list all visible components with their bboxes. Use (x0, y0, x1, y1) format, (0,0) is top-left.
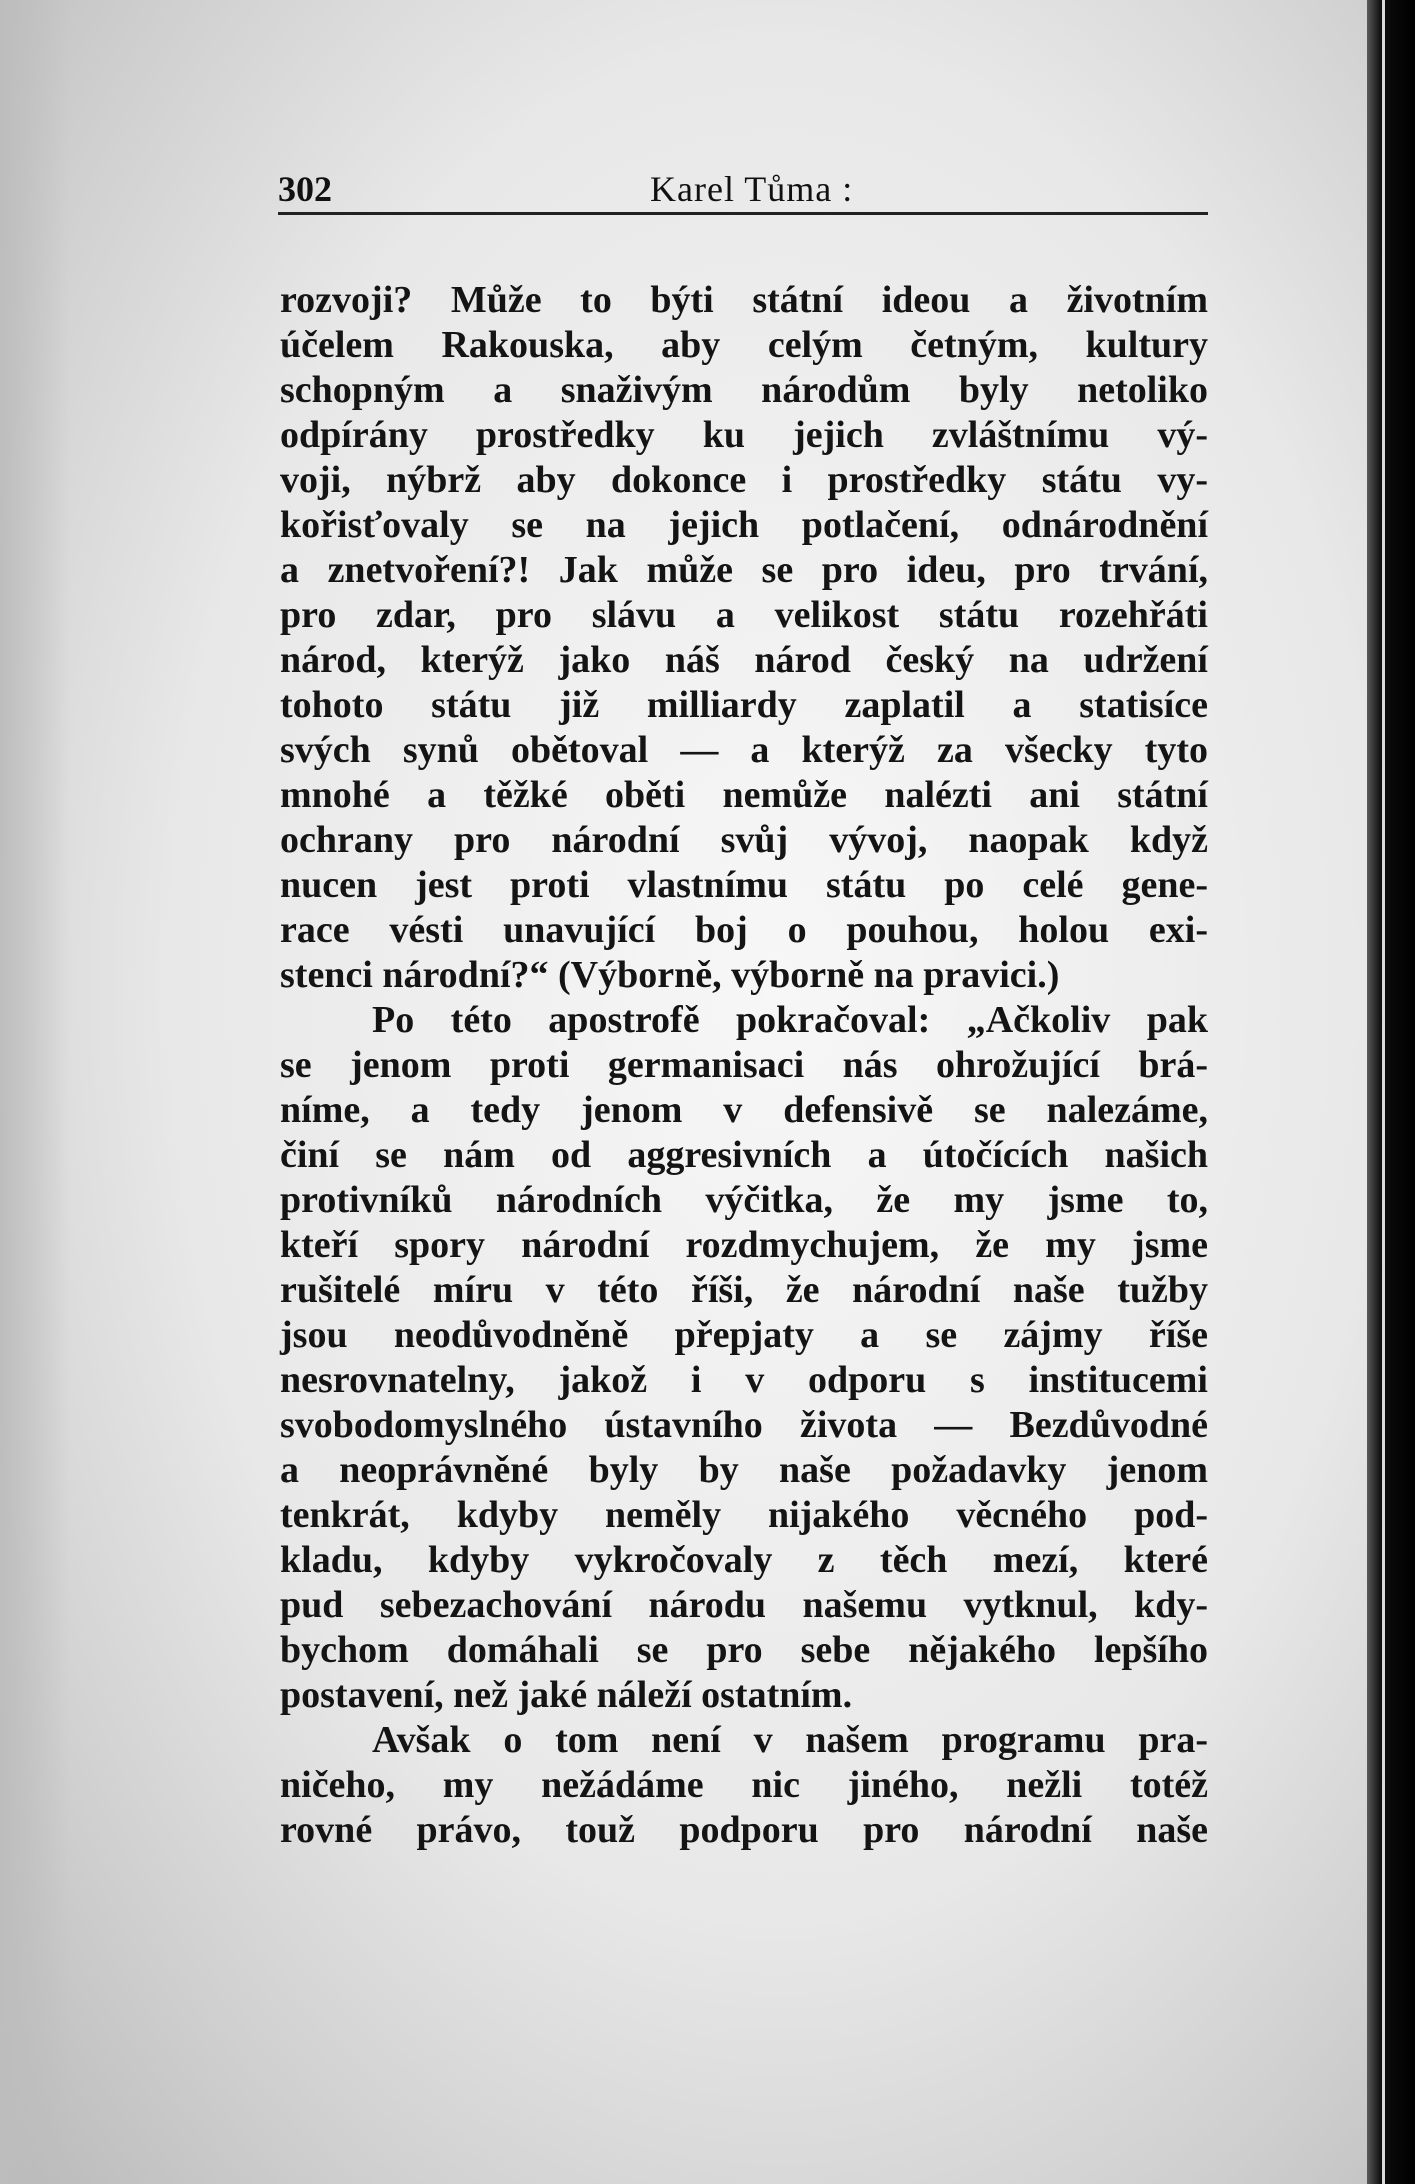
text-line: činí se nám od aggresivních a útočících našich (280, 1134, 1208, 1176)
text-line: race vésti unavující boj o pouhou, holou exi- (280, 909, 1208, 951)
text-line: postavení, než jaké náleží ostatním. (280, 1674, 853, 1716)
text-line: níme, a tedy jenom v defensivě se nalezáme, (280, 1089, 1208, 1131)
header-rule (278, 212, 1208, 215)
text-line: národ, kterýž jako náš národ český na udržení (280, 639, 1208, 681)
text-line: kteří spory národní rozdmychujem, že my jsme (280, 1224, 1208, 1266)
body-text (280, 278, 1208, 1853)
text-line: kořisťovaly se na jejich potlačení, odnárodnění (280, 504, 1208, 546)
text-line: se jenom proti germanisaci nás ohrožující brá- (280, 1044, 1208, 1086)
text-line: pud sebezachování národu našemu vytknul, kdy- (280, 1584, 1208, 1626)
text-line: Avšak o tom není v našem programu pra- (372, 1719, 1208, 1761)
text-line: kladu, kdyby vykročovaly z těch mezí, které (280, 1539, 1208, 1581)
text-line: protivníků národních výčitka, že my jsme to, (280, 1179, 1208, 1221)
page-number: 302 (278, 169, 332, 209)
text-line: jsou neodůvodněně přepjaty a se zájmy říše (280, 1314, 1208, 1356)
text-line: a neoprávněné byly by naše požadavky jenom (280, 1449, 1208, 1491)
text-line: ničeho, my nežádáme nic jiného, nežli totéž (280, 1764, 1208, 1806)
text-line: tenkrát, kdyby neměly nijakého věcného pod- (280, 1494, 1208, 1536)
text-line: Po této apostrofě pokračoval: „Ačkoliv pak (372, 999, 1208, 1041)
page-shadow-left (0, 0, 70, 2184)
text-line: ochrany pro národní svůj vývoj, naopak když (280, 819, 1208, 861)
text-line: účelem Rakouska, aby celým četným, kultury (280, 324, 1208, 366)
binding-edge (1367, 0, 1415, 2184)
running-head (278, 162, 1208, 212)
text-line: svých synů obětoval — a kterýž za všecky tyto (280, 729, 1208, 771)
binding-edge-line (1382, 0, 1385, 2184)
text-line: nesrovnatelny, jakož i v odporu s institucemi (280, 1359, 1208, 1401)
text-line: rovné právo, touž podporu pro národní naše (280, 1809, 1208, 1851)
text-line: rozvoji? Může to býti státní ideou a životním (280, 279, 1208, 321)
text-line: pro zdar, pro slávu a velikost státu rozehřáti (280, 594, 1208, 636)
text-line: rušitelé míru v této říši, že národní naše tužby (280, 1269, 1208, 1311)
text-line: mnohé a těžké oběti nemůže nalézti ani státní (280, 774, 1208, 816)
text-line: tohoto státu již milliardy zaplatil a statisíce (280, 684, 1208, 726)
text-line: a znetvoření?! Jak může se pro ideu, pro trvání, (280, 549, 1208, 591)
text-line: schopným a snaživým národům byly netoliko (280, 369, 1208, 411)
text-line: svobodomyslného ústavního života — Bezdůvodné (280, 1404, 1208, 1446)
running-title: Karel Tůma : (650, 169, 854, 209)
text-line: stenci národní?“ (Výborně, výborně na pravici.) (280, 954, 1060, 996)
text-line: odpírány prostředky ku jejich zvláštnímu vý- (280, 414, 1208, 456)
text-line: bychom domáhali se pro sebe nějakého lepšího (280, 1629, 1208, 1671)
text-line: nucen jest proti vlastnímu státu po celé gene- (280, 864, 1208, 906)
text-line: voji, nýbrž aby dokonce i prostředky státu vy- (280, 459, 1208, 501)
